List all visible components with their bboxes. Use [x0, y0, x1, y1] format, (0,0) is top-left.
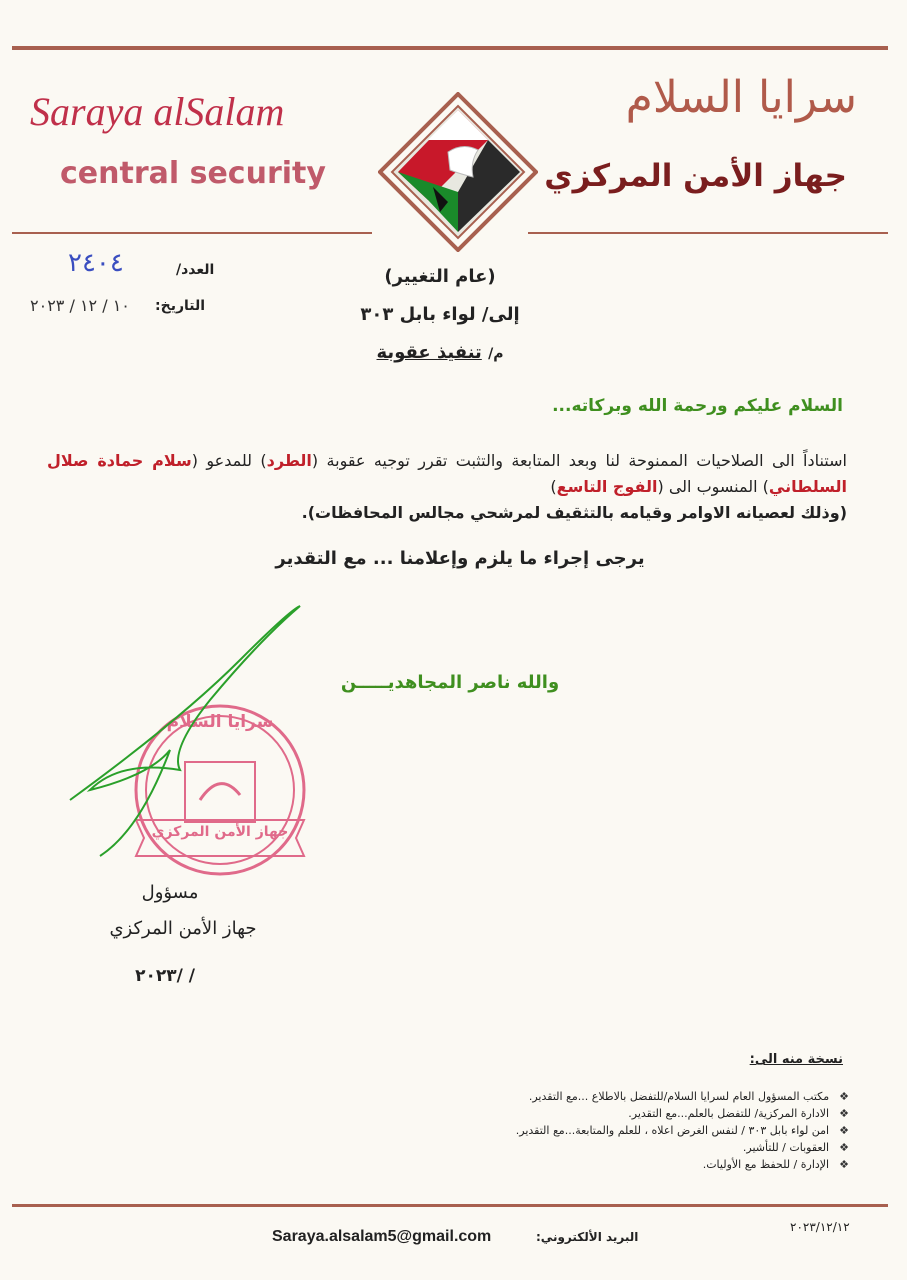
date-value: ١٠ / ١٢ / ٢٠٢٣ — [30, 296, 130, 315]
body-text-c: ) المنسوب الى ( — [657, 477, 769, 496]
request-line: يرجى إجراء ما يلزم وإعلامنا ... مع التقدير — [275, 548, 645, 569]
body-reason: (وذلك لعصيانه الاوامر وقيامه بالتثقيف لمرشحي مجالس المحافظات). — [301, 503, 847, 522]
date-label: التاريخ: — [155, 298, 206, 314]
person-name: سلام حمادة صلال السلطاني — [47, 451, 847, 496]
closing-phrase: والله ناصر المجاهديـــــن — [340, 672, 560, 693]
footer-email-label: البريد الألكتروني: — [536, 1230, 639, 1244]
body-text-d: ) — [550, 477, 557, 496]
penalty-type: الطرد — [266, 451, 312, 470]
number-label: العدد/ — [176, 262, 215, 278]
handwritten-signature — [60, 600, 320, 860]
stamp-text-bottom: جهاز الأمن المركزي — [151, 824, 289, 840]
stamp-text-top: سرايا السلام — [166, 712, 274, 732]
classification: (عام التغيير) — [384, 266, 496, 287]
list-item: ❖امن لواء بابل ٣٠٣ / لنفس الغرض اعلاه ، للعلم والمتابعة...مع التقدير. — [515, 1124, 849, 1137]
dept-name-en: central security — [60, 156, 326, 191]
header-bottom-rule-right — [528, 232, 888, 234]
subject-text: تنفيذ عقوبة — [376, 342, 482, 363]
unit-name: الفوج التاسع — [556, 477, 658, 496]
greeting: السلام عليكم ورحمة الله وبركاته... — [552, 396, 843, 416]
signer-title: مسؤول — [141, 882, 199, 903]
number-value: ٢٤٠٤ — [68, 248, 124, 278]
footer-print-date: ٢٠٢٣/١٢/١٢ — [790, 1220, 850, 1234]
list-item: ❖الادارة المركزية/ للتفضل بالعلم...مع التقدير. — [628, 1107, 849, 1120]
footer-rule — [12, 1204, 888, 1207]
recipient-to: إلى/ لواء بابل ٣٠٣ — [360, 304, 520, 325]
signer-dept: جهاز الأمن المركزي — [109, 918, 257, 939]
body-paragraph — [47, 448, 847, 526]
subject-prefix: م/ — [488, 346, 504, 362]
header-top-rule — [12, 46, 888, 50]
org-name-ar: سرايا السلام — [625, 72, 857, 123]
header-bottom-rule-left — [12, 232, 372, 234]
dept-name-ar: جهاز الأمن المركزي — [544, 158, 847, 194]
body-text-b: ) للمدعو ( — [191, 451, 267, 470]
logo-emblem — [378, 92, 538, 252]
subject-line — [300, 342, 580, 363]
signature-date: / /٢٠٢٣ — [135, 966, 195, 986]
list-item: ❖مكتب المسؤول العام لسرايا السلام/للتفضل بالاطلاع ...مع التقدير. — [528, 1090, 849, 1103]
copies-list — [429, 1088, 849, 1173]
list-item: ❖الإدارة / للحفظ مع الأوليات. — [702, 1158, 849, 1171]
footer-email: Saraya.alsalam5@gmail.com — [272, 1228, 492, 1245]
copies-heading: نسخة منه الى: — [749, 1052, 843, 1067]
list-item: ❖العقوبات / للتأشير. — [742, 1141, 849, 1154]
org-name-en: Saraya alSalam — [30, 89, 285, 134]
body-text-a: استناداً الى الصلاحيات الممنوحة لنا وبعد المتابعة والتثبت تقرر توجيه عقوبة ( — [311, 451, 847, 470]
